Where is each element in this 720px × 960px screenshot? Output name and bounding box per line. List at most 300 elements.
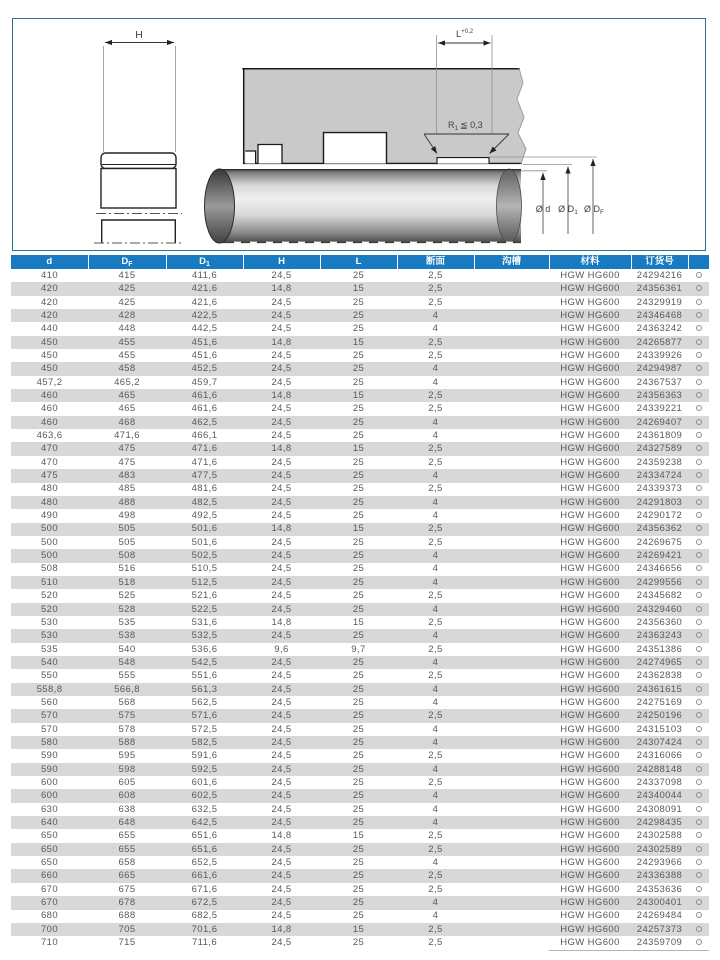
order-circle-icon xyxy=(696,312,702,318)
cell-material: HGW HG600 xyxy=(560,723,620,735)
cell-section: 4 xyxy=(432,496,439,508)
cell-d1: 459,7 xyxy=(191,376,218,388)
cell-d: 520 xyxy=(40,603,59,615)
cell-d: 640 xyxy=(40,817,59,829)
cell-d1: 492,5 xyxy=(191,510,218,522)
cell-section: 2,5 xyxy=(428,776,443,788)
cell-groove xyxy=(474,923,549,936)
cell-groove xyxy=(474,416,549,429)
cell-groove xyxy=(474,376,549,389)
cell-h: 24,5 xyxy=(271,937,292,949)
cell-marker xyxy=(688,829,709,842)
cell-groove xyxy=(474,362,549,375)
cell-groove xyxy=(474,603,549,616)
cell-d1: 661,6 xyxy=(191,870,218,882)
table-row xyxy=(11,309,709,322)
table-row xyxy=(11,296,709,309)
cell-l: 25 xyxy=(352,843,365,855)
cell-d: 590 xyxy=(40,763,59,775)
cell-groove xyxy=(474,643,549,656)
cell-h: 24,5 xyxy=(271,790,292,802)
cell-groove xyxy=(474,549,549,562)
cell-l: 9,7 xyxy=(351,643,366,655)
cell-marker xyxy=(688,469,709,482)
cell-h: 14,8 xyxy=(271,336,292,348)
cell-d1: 561,3 xyxy=(191,683,218,695)
order-circle-icon xyxy=(696,459,702,465)
cell-marker xyxy=(688,349,709,362)
seal-cap-profile xyxy=(101,153,176,169)
cell-material: HGW HG600 xyxy=(560,603,620,615)
cell-groove xyxy=(474,629,549,642)
cell-groove xyxy=(474,683,549,696)
cell-df: 528 xyxy=(118,603,136,615)
cell-marker xyxy=(688,402,709,415)
order-circle-icon xyxy=(696,739,702,745)
cell-material: HGW HG600 xyxy=(560,630,620,642)
table-row xyxy=(11,856,709,869)
cell-section: 4 xyxy=(432,309,439,321)
cell-d: 470 xyxy=(40,443,59,455)
cell-material: HGW HG600 xyxy=(560,376,620,388)
cell-df: 415 xyxy=(118,269,136,281)
table-row xyxy=(11,483,709,496)
table-row xyxy=(11,816,709,829)
cell-d: 420 xyxy=(40,283,59,295)
cell-l: 25 xyxy=(352,376,365,388)
cell-material: HGW HG600 xyxy=(560,643,620,655)
cell-d: 510 xyxy=(40,576,59,588)
cell-l: 25 xyxy=(352,710,365,722)
table-row xyxy=(11,349,709,362)
cell-groove xyxy=(474,803,549,816)
cell-h: 24,5 xyxy=(271,656,292,668)
cell-d1: 522,5 xyxy=(191,603,218,615)
cell-l: 25 xyxy=(352,269,365,281)
cell-groove xyxy=(474,456,549,469)
cell-groove xyxy=(474,736,549,749)
cell-groove xyxy=(474,296,549,309)
cell-order-no: 24336388 xyxy=(636,870,683,882)
cell-d1: 572,5 xyxy=(191,723,218,735)
order-circle-icon xyxy=(696,525,702,531)
cell-groove xyxy=(474,589,549,602)
column-header-section: 断面 xyxy=(397,255,474,269)
cell-material: HGW HG600 xyxy=(560,349,620,361)
cell-section: 4 xyxy=(432,323,439,335)
cell-groove xyxy=(474,656,549,669)
cell-d: 500 xyxy=(40,550,59,562)
order-circle-icon xyxy=(696,779,702,785)
table-row xyxy=(11,683,709,696)
cell-material: HGW HG600 xyxy=(560,363,620,375)
cell-d1: 551,6 xyxy=(191,670,218,682)
cell-l: 25 xyxy=(352,323,365,335)
cell-df: 505 xyxy=(118,523,136,535)
table-row xyxy=(11,936,709,949)
cell-order-no: 24307424 xyxy=(636,736,683,748)
cell-marker xyxy=(688,816,709,829)
cell-l: 25 xyxy=(352,870,365,882)
cell-section: 2,5 xyxy=(428,830,443,842)
cell-groove xyxy=(474,669,549,682)
cell-d: 530 xyxy=(40,630,59,642)
seal-groove xyxy=(437,157,490,164)
cell-l: 25 xyxy=(352,349,365,361)
cell-material: HGW HG600 xyxy=(560,830,620,842)
cell-groove xyxy=(474,843,549,856)
cell-l: 25 xyxy=(352,456,365,468)
cell-d1: 531,6 xyxy=(191,616,218,628)
cell-df: 428 xyxy=(118,309,136,321)
cell-l: 15 xyxy=(352,923,365,935)
cell-groove xyxy=(474,789,549,802)
order-circle-icon xyxy=(696,579,702,585)
cell-d: 420 xyxy=(40,309,59,321)
cell-d: 410 xyxy=(40,269,59,281)
cell-section: 4 xyxy=(432,416,439,428)
cell-material: HGW HG600 xyxy=(560,656,620,668)
cell-l: 25 xyxy=(352,803,365,815)
cell-df: 675 xyxy=(118,883,136,895)
cell-material: HGW HG600 xyxy=(560,296,620,308)
cell-groove xyxy=(474,616,549,629)
cell-d: 558,8 xyxy=(36,683,63,695)
cell-l: 25 xyxy=(352,750,365,762)
cell-material: HGW HG600 xyxy=(560,736,620,748)
cell-material: HGW HG600 xyxy=(560,683,620,695)
cell-l: 25 xyxy=(352,696,365,708)
column-header-marker xyxy=(688,255,709,269)
order-circle-icon xyxy=(696,485,702,491)
l-dim-label: $L^{+0,2}$ xyxy=(456,29,474,40)
cell-l: 25 xyxy=(352,563,365,575)
cell-d: 463,6 xyxy=(36,430,63,442)
cell-marker xyxy=(688,496,709,509)
order-circle-icon xyxy=(696,939,702,945)
cell-d1: 592,5 xyxy=(191,763,218,775)
table-row xyxy=(11,643,709,656)
cell-df: 425 xyxy=(118,283,136,295)
cell-section: 2,5 xyxy=(428,843,443,855)
cell-order-no: 24288148 xyxy=(636,763,683,775)
cell-d1: 652,5 xyxy=(191,857,218,869)
cell-order-no: 24356363 xyxy=(636,390,683,402)
cell-groove xyxy=(474,336,549,349)
table-row xyxy=(11,829,709,842)
h-dimension xyxy=(105,29,174,43)
cell-order-no: 24361809 xyxy=(636,430,683,442)
table-row xyxy=(11,603,709,616)
cell-df: 705 xyxy=(118,923,136,935)
table-row xyxy=(11,336,709,349)
cell-order-no: 24291803 xyxy=(636,496,683,508)
cell-section: 4 xyxy=(432,550,439,562)
cell-l: 25 xyxy=(352,430,365,442)
cell-d: 700 xyxy=(40,923,59,935)
cell-h: 24,5 xyxy=(271,309,292,321)
cell-l: 25 xyxy=(352,590,365,602)
table-row xyxy=(11,549,709,562)
cell-groove xyxy=(474,896,549,909)
cell-groove xyxy=(474,309,549,322)
cell-l: 25 xyxy=(352,910,365,922)
order-circle-icon xyxy=(696,899,702,905)
cell-order-no: 24294987 xyxy=(636,363,683,375)
cell-l: 25 xyxy=(352,403,365,415)
cell-section: 2,5 xyxy=(428,403,443,415)
cell-order-no: 24265877 xyxy=(636,336,683,348)
cell-groove xyxy=(474,469,549,482)
cell-df: 715 xyxy=(118,937,136,949)
cell-h: 14,8 xyxy=(271,923,292,935)
cell-df: 455 xyxy=(118,336,136,348)
cell-d1: 477,5 xyxy=(191,470,218,482)
cell-marker xyxy=(688,683,709,696)
cell-marker xyxy=(688,483,709,496)
cell-l: 25 xyxy=(352,897,365,909)
cell-df: 655 xyxy=(118,830,136,842)
cell-section: 2,5 xyxy=(428,349,443,361)
table-row xyxy=(11,883,709,896)
assembly-view xyxy=(205,29,605,243)
cell-groove xyxy=(474,696,549,709)
cell-h: 24,5 xyxy=(271,323,292,335)
cell-marker xyxy=(688,656,709,669)
table-row xyxy=(11,843,709,856)
cell-l: 25 xyxy=(352,363,365,375)
table-row xyxy=(11,736,709,749)
cell-d1: 502,5 xyxy=(191,550,218,562)
cell-d: 530 xyxy=(40,616,59,628)
cell-section: 4 xyxy=(432,736,439,748)
seal-mirror-profile xyxy=(102,220,176,243)
table-row xyxy=(11,696,709,709)
cell-section: 2,5 xyxy=(428,923,443,935)
order-circle-icon xyxy=(696,405,702,411)
cell-material: HGW HG600 xyxy=(560,910,620,922)
cell-section: 2,5 xyxy=(428,523,443,535)
cell-marker xyxy=(688,389,709,402)
cell-marker xyxy=(688,776,709,789)
cell-d: 590 xyxy=(40,750,59,762)
cell-groove xyxy=(474,816,549,829)
table-row xyxy=(11,509,709,522)
cell-d: 470 xyxy=(40,456,59,468)
cell-material: HGW HG600 xyxy=(560,590,620,602)
cell-marker xyxy=(688,936,709,949)
cell-marker xyxy=(688,536,709,549)
cell-marker xyxy=(688,696,709,709)
cell-d1: 462,5 xyxy=(191,416,218,428)
cell-df: 665 xyxy=(118,870,136,882)
cell-l: 15 xyxy=(352,523,365,535)
cell-h: 24,5 xyxy=(271,550,292,562)
cell-df: 525 xyxy=(118,590,136,602)
cell-h: 24,5 xyxy=(271,590,292,602)
cell-section: 2,5 xyxy=(428,616,443,628)
table-row xyxy=(11,616,709,629)
order-circle-icon xyxy=(696,445,702,451)
table-row xyxy=(11,402,709,415)
cell-order-no: 24290172 xyxy=(636,510,683,522)
cell-d: 550 xyxy=(40,670,59,682)
table-row xyxy=(11,523,709,536)
cell-d: 490 xyxy=(40,510,59,522)
cell-d1: 461,6 xyxy=(191,390,218,402)
cell-section: 4 xyxy=(432,376,439,388)
cell-d1: 671,6 xyxy=(191,883,218,895)
cell-marker xyxy=(688,749,709,762)
cell-h: 24,5 xyxy=(271,750,292,762)
order-circle-icon xyxy=(696,352,702,358)
cell-material: HGW HG600 xyxy=(560,710,620,722)
cell-marker xyxy=(688,523,709,536)
cell-groove xyxy=(474,483,549,496)
cell-groove xyxy=(474,402,549,415)
cell-material: HGW HG600 xyxy=(560,336,620,348)
table-row xyxy=(11,389,709,402)
cell-h: 24,5 xyxy=(271,603,292,615)
cell-h: 24,5 xyxy=(271,803,292,815)
spec-table-body xyxy=(11,269,709,950)
cell-material: HGW HG600 xyxy=(560,323,620,335)
table-row xyxy=(11,416,709,429)
table-row xyxy=(11,496,709,509)
cell-order-no: 24269675 xyxy=(636,536,683,548)
cell-df: 465,2 xyxy=(114,376,140,388)
cell-order-no: 24339221 xyxy=(636,403,683,415)
cell-section: 2,5 xyxy=(428,296,443,308)
cell-d: 600 xyxy=(40,776,59,788)
cell-order-no: 24363243 xyxy=(636,630,683,642)
cell-h: 24,5 xyxy=(271,496,292,508)
cell-section: 4 xyxy=(432,817,439,829)
cell-l: 25 xyxy=(352,670,365,682)
cell-material: HGW HG600 xyxy=(560,269,620,281)
cell-order-no: 24269484 xyxy=(636,910,683,922)
cell-d1: 482,5 xyxy=(191,496,218,508)
cell-section: 4 xyxy=(432,910,439,922)
cell-d: 535 xyxy=(40,643,59,655)
cell-d1: 536,6 xyxy=(191,643,218,655)
order-circle-icon xyxy=(696,472,702,478)
cell-df: 575 xyxy=(118,710,136,722)
cell-marker xyxy=(688,709,709,722)
table-row xyxy=(11,789,709,802)
cell-h: 24,5 xyxy=(271,269,292,281)
cell-d1: 562,5 xyxy=(191,696,218,708)
order-circle-icon xyxy=(696,565,702,571)
cell-h: 24,5 xyxy=(271,563,292,575)
order-circle-icon xyxy=(696,272,702,278)
cell-marker xyxy=(688,629,709,642)
cell-groove xyxy=(474,910,549,923)
cell-h: 24,5 xyxy=(271,736,292,748)
cell-section: 2,5 xyxy=(428,390,443,402)
cell-l: 25 xyxy=(352,817,365,829)
cell-h: 24,5 xyxy=(271,710,292,722)
cell-section: 2,5 xyxy=(428,536,443,548)
cell-order-no: 24363242 xyxy=(636,323,683,335)
cell-section: 4 xyxy=(432,683,439,695)
cell-groove xyxy=(474,709,549,722)
cell-order-no: 24351386 xyxy=(636,643,683,655)
cell-groove xyxy=(474,856,549,869)
cell-h: 24,5 xyxy=(271,430,292,442)
cell-order-no: 24250196 xyxy=(636,710,683,722)
cell-section: 2,5 xyxy=(428,336,443,348)
cell-df: 608 xyxy=(118,790,136,802)
cell-material: HGW HG600 xyxy=(560,283,620,295)
cell-section: 4 xyxy=(432,576,439,588)
cell-d: 670 xyxy=(40,897,59,909)
cell-d1: 411,6 xyxy=(191,269,218,281)
table-row xyxy=(11,442,709,455)
cell-groove xyxy=(474,496,549,509)
cell-order-no: 24302588 xyxy=(636,830,683,842)
cell-d1: 701,6 xyxy=(191,923,218,935)
cell-material: HGW HG600 xyxy=(560,843,620,855)
cell-d1: 471,6 xyxy=(191,456,218,468)
cell-material: HGW HG600 xyxy=(560,870,620,882)
cell-df: 688 xyxy=(118,910,136,922)
cell-l: 25 xyxy=(352,309,365,321)
cell-d1: 451,6 xyxy=(191,349,218,361)
cell-order-no: 24298435 xyxy=(636,817,683,829)
table-row xyxy=(11,282,709,295)
cell-h: 14,8 xyxy=(271,283,292,295)
housing-step-notch xyxy=(245,151,255,164)
cell-d1: 421,6 xyxy=(191,283,218,295)
cell-marker xyxy=(688,763,709,776)
cell-h: 14,8 xyxy=(271,443,292,455)
cell-d1: 601,6 xyxy=(191,776,218,788)
size-spec-table xyxy=(11,255,709,950)
cell-d: 540 xyxy=(40,656,59,668)
cell-h: 24,5 xyxy=(271,376,292,388)
cell-d: 450 xyxy=(40,349,59,361)
cell-l: 25 xyxy=(352,550,365,562)
cell-marker xyxy=(688,789,709,802)
cell-marker xyxy=(688,376,709,389)
cell-marker xyxy=(688,549,709,562)
cell-h: 24,5 xyxy=(271,897,292,909)
cell-section: 4 xyxy=(432,603,439,615)
cell-material: HGW HG600 xyxy=(560,923,620,935)
cell-l: 25 xyxy=(352,776,365,788)
cell-material: HGW HG600 xyxy=(560,616,620,628)
cell-l: 15 xyxy=(352,830,365,842)
cell-h: 24,5 xyxy=(271,363,292,375)
table-row xyxy=(11,869,709,882)
cell-groove xyxy=(474,536,549,549)
cell-groove xyxy=(474,429,549,442)
cell-df: 518 xyxy=(118,576,136,588)
cell-section: 4 xyxy=(432,510,439,522)
cell-df: 516 xyxy=(118,563,136,575)
cell-l: 25 xyxy=(352,296,365,308)
cell-section: 2,5 xyxy=(428,283,443,295)
cell-order-no: 24316066 xyxy=(636,750,683,762)
cell-material: HGW HG600 xyxy=(560,696,620,708)
order-circle-icon xyxy=(696,299,702,305)
cell-section: 2,5 xyxy=(428,937,443,949)
cell-material: HGW HG600 xyxy=(560,390,620,402)
r1-label: $R_1$ ≦ 0,3 xyxy=(448,120,483,132)
table-row xyxy=(11,362,709,375)
cell-l: 25 xyxy=(352,763,365,775)
